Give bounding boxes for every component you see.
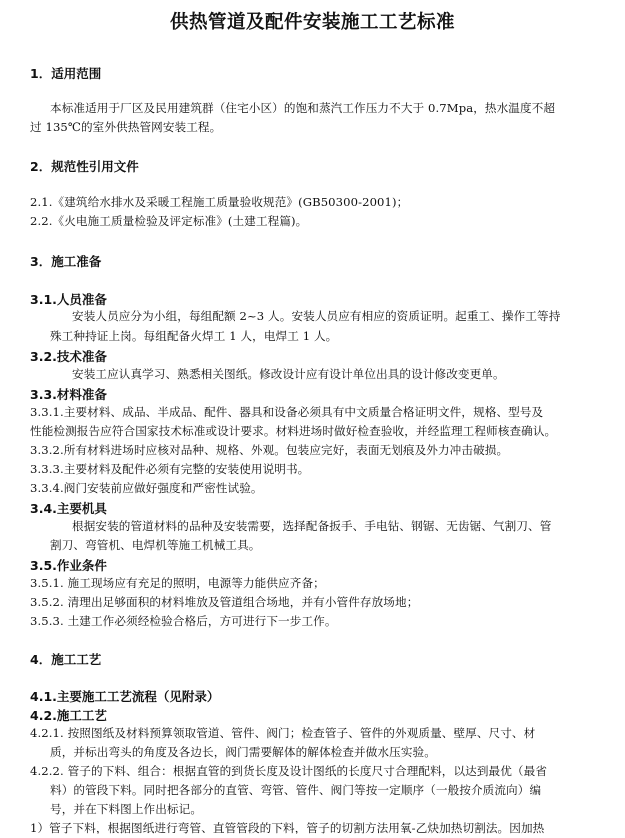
- subsection-3-1-heading: 3.1.人员准备: [30, 292, 107, 307]
- item-4-2-1-line-2: 质，并标出弯头的角度及各边长，阀门需要解体的解体检查并做水压实验。: [50, 745, 436, 759]
- subsection-4-2-heading: 4.2.施工工艺: [30, 708, 107, 723]
- reference-2-2: 2.2.《火电施工质量检验及评定标准》(土建工程篇)。: [30, 214, 308, 228]
- subsection-3-2-line-1: 安装工应认真学习、熟悉相关图纸。修改设计应有设计单位出具的设计修改变更单。: [72, 367, 505, 381]
- item-3-5-2: 3.5.2. 清理出足够面积的材料堆放及管道组合场地，并有小管件存放场地；: [30, 595, 419, 609]
- subsection-3-1-line-2: 殊工种持证上岗。每组配备火焊工 1 人，电焊工 1 人。: [50, 329, 338, 343]
- item-3-3-1-line-1: 3.3.1.主要材料、成品、半成品、配件、器具和设备必须具有中文质量合格证明文件，规格、型号及: [30, 405, 544, 419]
- item-3-3-2: 3.3.2.所有材料进场时应核对品种、规格、外观。包装应完好，表面无划痕及外力冲击破损。: [30, 443, 509, 457]
- item-3-5-3: 3.5.3. 土建工作必须经检验合格后，方可进行下一步工作。: [30, 614, 337, 628]
- item-3-3-1-line-2: 性能检测报告应符合国家技术标准或设计要求。材料进场时做好检查验收，并经监理工程师核查确认。: [30, 424, 557, 438]
- item-3-5-1: 3.5.1. 施工现场应有充足的照明，电源等力能供应齐备；: [30, 576, 325, 590]
- subsection-4-1-heading: 4.1.主要施工工艺流程（见附录）: [30, 689, 220, 704]
- section-2-heading: 2．规范性引用文件: [30, 159, 139, 174]
- item-4-2-2-line-3: 号，并在下料图上作出标记。: [50, 802, 203, 816]
- section-1-heading: 1．适用范围: [30, 66, 102, 81]
- subsection-3-4-line-2: 割刀、弯管机、电焊机等施工机械工具。: [50, 538, 261, 552]
- subsection-3-5-heading: 3.5.作业条件: [30, 558, 107, 573]
- subsection-3-4-heading: 3.4.主要机具: [30, 501, 107, 516]
- item-3-3-4: 3.3.4.阀门安装前应做好强度和严密性试验。: [30, 481, 263, 495]
- item-4-2-2-line-2: 料）的管段下料。同时把各部分的直管、弯管、管件、阀门等按一定顺序（一般按介质流向）编: [50, 783, 542, 797]
- reference-2-1: 2.1.《建筑给水排水及采暖工程施工质量验收规范》(GB50300-2001)；: [30, 195, 409, 209]
- item-4-2-2-line-1: 4.2.2. 管子的下料、组合：根据直管的到货长度及设计图纸的长度尺寸合理配料，以达到最优（最省: [30, 764, 548, 778]
- section-1-paragraph-line-2: 过 135℃的室外供热管网安装工程。: [30, 120, 222, 134]
- subsection-3-2-heading: 3.2.技术准备: [30, 349, 107, 364]
- item-4-2-1-line-1: 4.2.1. 按照图纸及材料预算领取管道、管件、阀门；检查管子、管件的外观质量、壁厚、尺寸、材: [30, 726, 536, 740]
- subsection-3-1-line-1: 安装人员应分为小组，每组配额 2~3 人。安装人员应有相应的资质证明。起重工、操作工等持: [72, 309, 561, 323]
- section-4-heading: 4．施工工艺: [30, 652, 102, 667]
- item-4-2-2-substep-1: 1）管子下料，根据图纸进行弯管、直管管段的下料，管子的切割方法用氧-乙炔加热切割法。因加热: [30, 821, 545, 834]
- subsection-3-4-line-1: 根据安装的管道材料的品种及安装需要，选择配备扳手、手电钻、钢锯、无齿锯、气割刀、管: [72, 519, 552, 533]
- section-1-paragraph-line-1: 本标准适用于厂区及民用建筑群（住宅小区）的饱和蒸汽工作压力不大于 0.7Mpa，热水温度不超: [50, 101, 556, 115]
- section-3-heading: 3．施工准备: [30, 254, 102, 269]
- subsection-3-3-heading: 3.3.材料准备: [30, 387, 107, 402]
- item-3-3-3: 3.3.3.主要材料及配件必须有完整的安装使用说明书。: [30, 462, 310, 476]
- document-title: 供热管道及配件安装施工工艺标准: [169, 12, 455, 33]
